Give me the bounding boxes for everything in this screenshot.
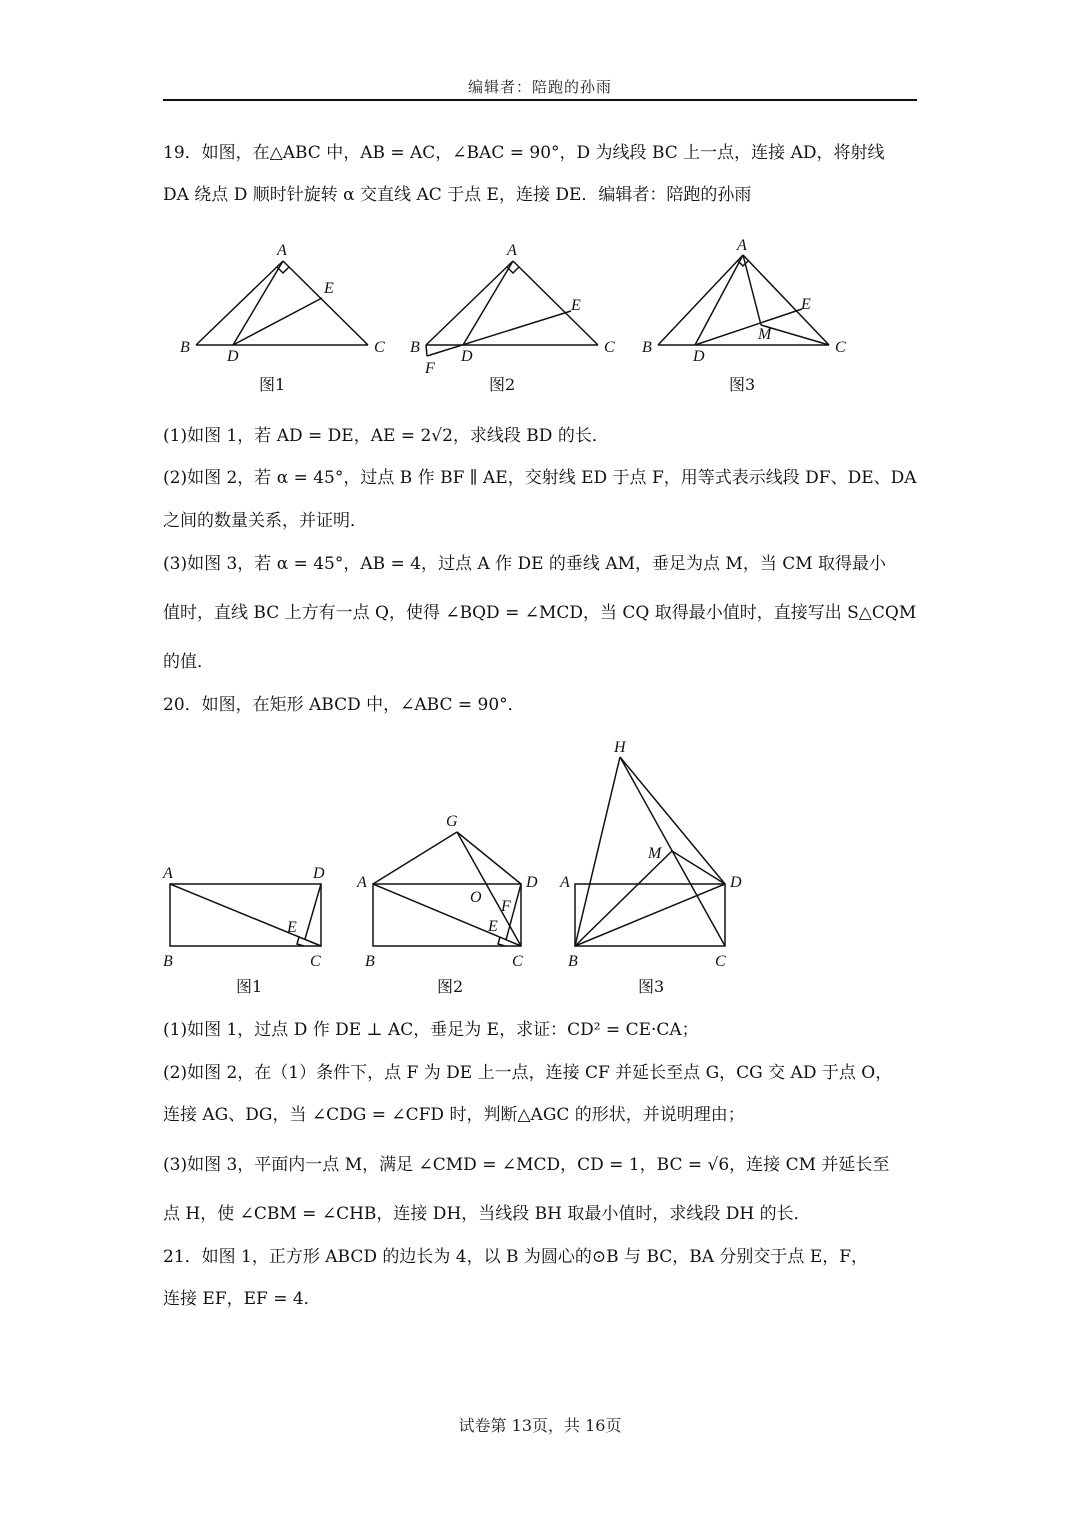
segment-BM [575,851,672,946]
label-O: O [470,889,482,906]
page-header: 编辑者：陪跑的孙雨 [467,78,612,96]
segment-DM [672,851,725,884]
label-E: E [801,296,811,313]
label-C: C [310,953,321,970]
segment-AB [658,255,743,345]
right-angle-mark [277,267,289,273]
segment-BD [575,884,725,946]
segment-AC [513,261,598,345]
q19-line-1: 19．如图，在△ABC 中，AB = AC，∠BAC = 90°，D 为线段 BC 上一点，连接 AD，将射线 [163,143,885,163]
header-rule [163,99,917,101]
label-D: D [526,874,538,891]
label-A: A [507,242,517,259]
label-C: C [715,953,726,970]
label-C: C [835,339,846,356]
segment-AC [170,884,321,946]
q21-line-1: 21．如图 1，正方形 ABCD 的边长为 4，以 B 为圆心的⊙B 与 BC，BA 分别交于点 E，F， [163,1247,869,1267]
label-D: D [461,348,473,365]
label-C: C [604,339,615,356]
q20-part-1: (1)如图 1，过点 D 作 DE ⊥ AC，垂足为 E，求证：CD² = CE·CA； [163,1020,699,1040]
label-M: M [758,326,772,343]
label-A: A [163,865,173,882]
label-C: C [512,953,523,970]
page-footer: 试卷第 13页，共 16页 [458,1416,622,1435]
q20-part-3a: (3)如图 3，平面内一点 M，满足 ∠CMD = ∠MCD，CD = 1，BC = √6，连接 CM 并延长至 [163,1155,890,1175]
segment-BF [426,345,427,356]
right-angle-mark [507,267,519,273]
segment-DE [305,884,321,939]
label-G: G [446,813,458,830]
q19-line-2: DA 绕点 D 顺时针旋转 α 交直线 AC 于点 E，连接 DE．编辑者：陪跑的孙雨 [163,185,752,205]
segment-BH [575,757,620,946]
label-D: D [227,348,239,365]
segment-AB [426,261,513,345]
label-A: A [737,237,747,254]
segment-AC [373,884,521,946]
label-F: F [501,898,511,915]
label-D: D [693,348,705,365]
q20-part-2a: (2)如图 2，在（1）条件下，点 F 为 DE 上一点，连接 CF 并延长至点 G，CG 交 AD 于点 O， [163,1063,893,1083]
label-B: B [163,953,173,970]
label-E: E [287,919,297,936]
q20-figure-2 [355,805,555,979]
q20-caption-3: 图3 [638,977,665,996]
label-M: M [648,845,662,862]
q20-caption-1: 图1 [236,977,263,996]
label-A: A [357,874,367,891]
segment-AG [373,832,457,884]
segment-DH [620,757,725,884]
label-B: B [642,339,652,356]
label-B: B [568,953,578,970]
label-B: B [180,339,190,356]
right-angle-mark [738,261,748,266]
label-E: E [488,918,498,935]
segment-DG [457,832,521,884]
q20-figure-3 [555,730,755,979]
q19-part-2a: (2)如图 2，若 α = 45°，过点 B 作 BF ∥ AE，交射线 ED 于点 F，用等式表示线段 DF、DE、DA [163,468,917,488]
q19-caption-1: 图1 [259,375,286,394]
q19-figure-1 [175,235,405,369]
q19-caption-2: 图2 [489,375,516,394]
q19-figure-2 [405,235,635,384]
q19-part-1: (1)如图 1，若 AD = DE，AE = 2√2，求线段 BD 的长． [163,426,609,446]
segment-AC [743,255,829,345]
label-D: D [313,865,325,882]
q19-figure-3 [637,235,867,369]
q19-part-3b: 值时，直线 BC 上方有一点 Q，使得 ∠BQD = ∠MCD，当 CQ 取得最小值时，直接写出 S△CQM [163,603,917,623]
q19-part-2b: 之间的数量关系，并证明． [163,511,367,531]
q19-part-3a: (3)如图 3，若 α = 45°，AB = 4，过点 A 作 DE 的垂线 AM，垂足为点 M，当 CM 取得最小 [163,554,887,574]
label-E: E [324,280,334,297]
q20-caption-2: 图2 [437,977,464,996]
segment-AC [283,261,368,345]
q20-part-2b: 连接 AG、DG，当 ∠CDG = ∠CFD 时，判断△AGC 的形状，并说明理由； [163,1105,745,1125]
label-B: B [365,953,375,970]
q21-line-2: 连接 EF，EF = 4． [163,1289,321,1309]
label-B: B [410,339,420,356]
segment-EF [427,311,571,356]
q20-figure-1 [155,860,340,979]
segment-AB [196,261,283,345]
label-A: A [560,874,570,891]
label-E: E [571,297,581,314]
q20-part-3b: 点 H，使 ∠CBM = ∠CHB，连接 DH，当线段 BH 取最小值时，求线段 DH 的长． [163,1204,811,1224]
label-H: H [614,739,626,756]
label-A: A [277,242,287,259]
label-D: D [730,874,742,891]
q19-caption-3: 图3 [729,375,756,394]
label-F: F [425,360,435,377]
q19-part-3c: 的值． [163,652,214,672]
q20-line-1: 20．如图，在矩形 ABCD 中，∠ABC = 90°． [163,695,525,715]
label-C: C [374,339,385,356]
